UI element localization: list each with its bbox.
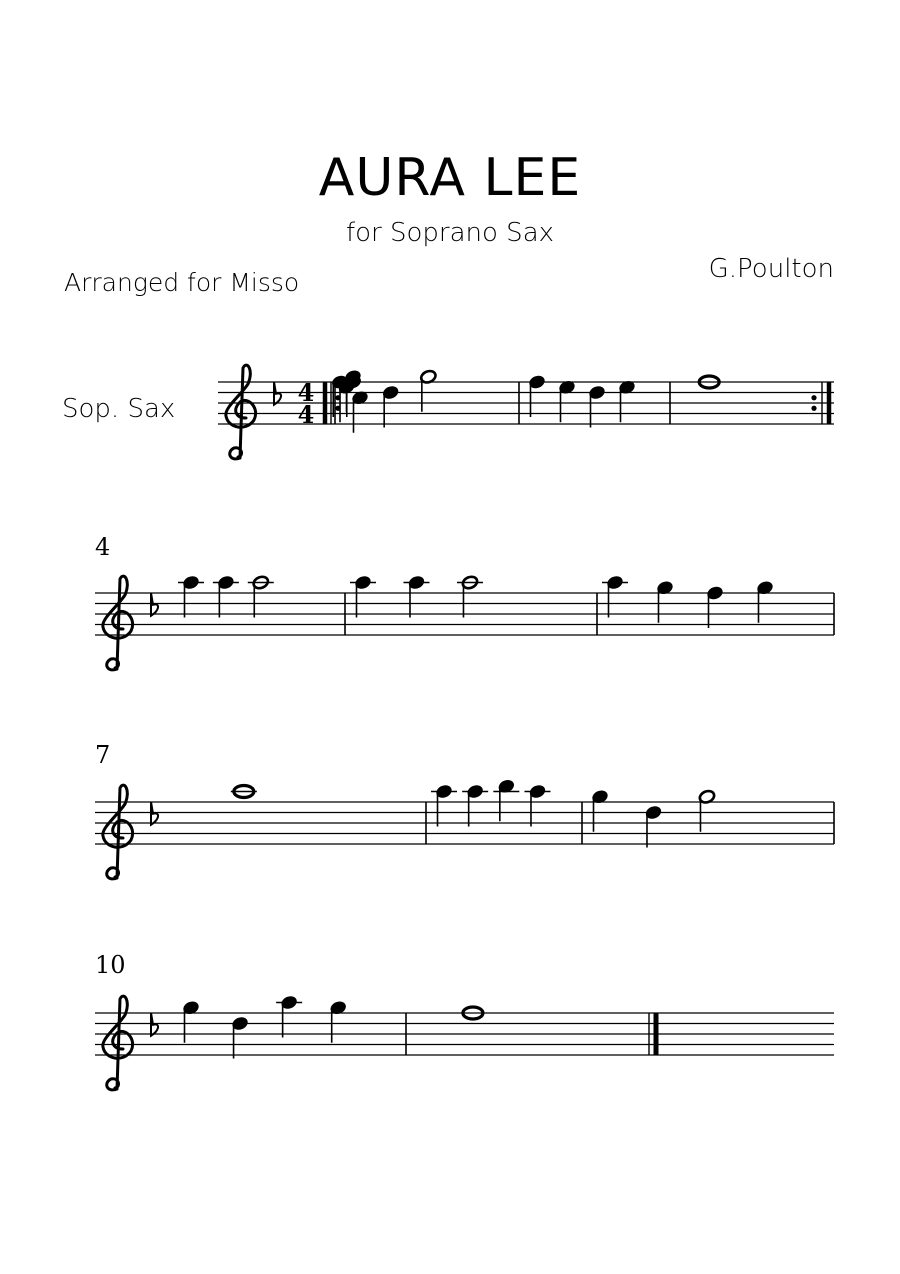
repeat-dot <box>811 406 816 411</box>
treble-clef-icon <box>103 576 133 670</box>
time-signature-top: 4 <box>297 378 315 407</box>
measure-number: 4 <box>95 533 111 561</box>
time-signature-bottom: 4 <box>297 400 315 429</box>
treble-clef-icon <box>103 785 133 879</box>
score-subtitle: for Soprano Sax <box>345 218 555 248</box>
arranger-credit: Arranged for Misso <box>64 268 300 297</box>
instrument-label: Sop. Sax <box>62 394 176 424</box>
treble-clef-icon <box>226 365 256 459</box>
score-title: AURA LEE <box>318 148 582 208</box>
composer-credit: G.Poulton <box>708 254 834 284</box>
treble-clef-icon <box>103 996 133 1090</box>
flat-icon <box>151 593 158 616</box>
measure-number: 7 <box>95 741 111 769</box>
repeat-dot <box>811 395 816 400</box>
measure-number: 10 <box>95 951 126 979</box>
flat-icon <box>151 1013 158 1036</box>
flat-icon <box>274 382 281 405</box>
flat-icon <box>151 802 158 825</box>
